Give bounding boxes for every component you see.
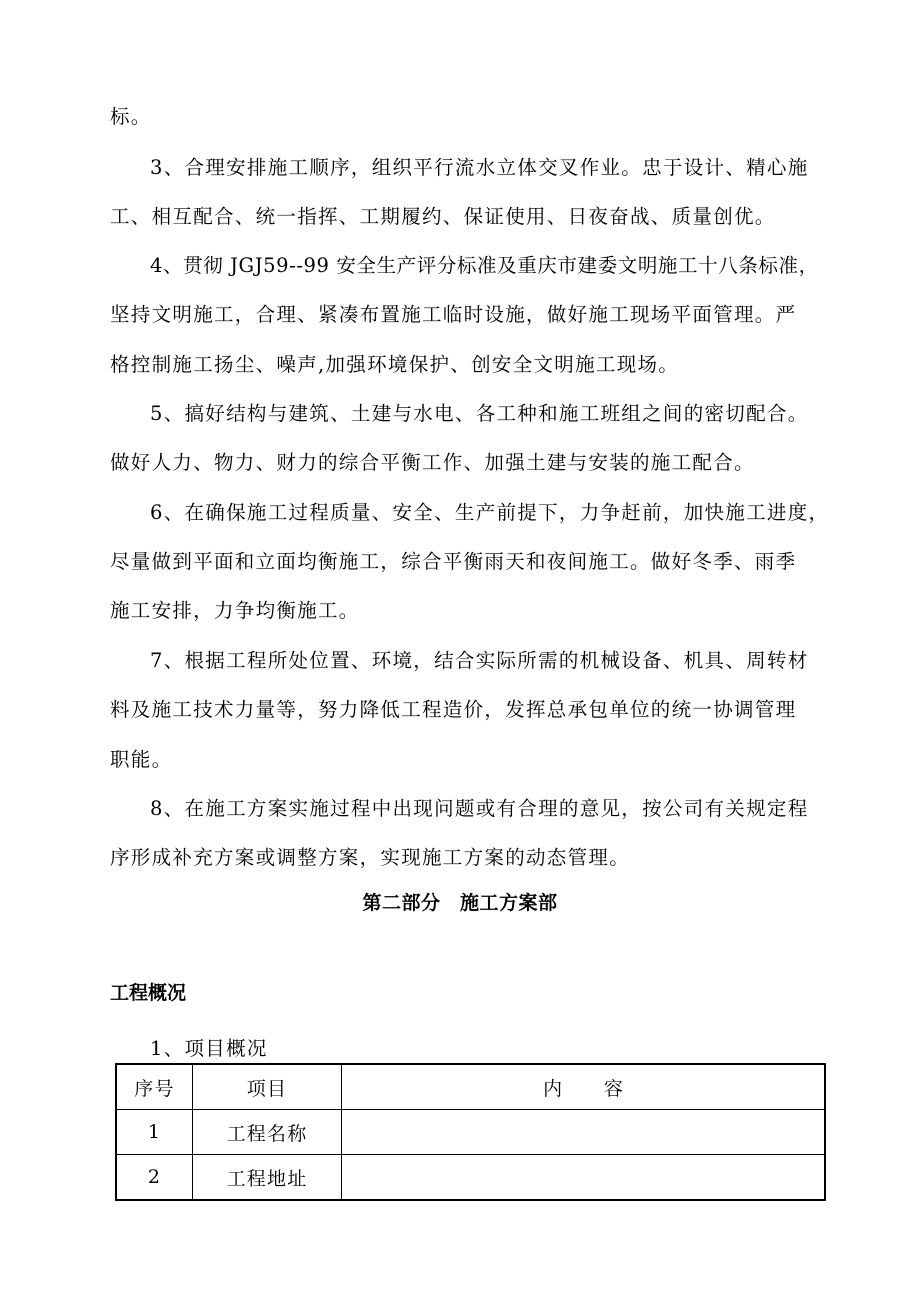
row-item-cell: 工程地址 <box>193 1155 342 1201</box>
paragraph-7-line-3: 职能。 <box>110 748 173 771</box>
row-content-cell <box>342 1110 826 1155</box>
row-item-cell: 工程名称 <box>193 1110 342 1155</box>
paragraph-4-line-2: 坚持文明施工，合理、紧凑布置施工临时设施，做好施工现场平面管理。严 <box>110 303 797 326</box>
table-header-row <box>116 1064 825 1110</box>
paragraph-6-line-2: 尽量做到平面和立面均衡施工，综合平衡雨天和夜间施工。做好冬季、雨季 <box>110 550 797 573</box>
paragraph-5-line-1: 5、搞好结构与建筑、土建与水电、各工种和施工班组之间的密切配合。 <box>150 402 809 425</box>
section-title: 第二部分 施工方案部 <box>362 892 558 914</box>
paragraph-8-line-2: 序形成补充方案或调整方案，实现施工方案的动态管理。 <box>110 846 631 869</box>
paragraph-3-line-1: 3、合理安排施工顺序，组织平行流水立体交叉作业。忠于设计、精心施 <box>150 156 809 179</box>
table-row <box>116 1110 825 1155</box>
row-no-cell: 2 <box>116 1155 193 1201</box>
paragraph-8-line-1: 8、在施工方案实施过程中出现问题或有合理的意见，按公司有关规定程 <box>150 797 809 820</box>
row-no-cell: 1 <box>116 1110 193 1155</box>
project-overview-table <box>115 1063 826 1201</box>
paragraph-4-line-1: 4、贯彻 JGJ59--99 安全生产评分标准及重庆市建委文明施工十八条标准， <box>150 254 819 277</box>
table-row <box>116 1155 825 1201</box>
paragraph-6-line-1: 6、在确保施工过程质量、安全、生产前提下，力争赶前，加快施工进度， <box>150 501 830 524</box>
row-content-cell <box>342 1155 826 1201</box>
header-cell-item: 项目 <box>193 1064 342 1110</box>
subsection-title: 工程概况 <box>110 982 187 1004</box>
paragraph-3-line-2: 工、相互配合、统一指挥、工期履约、保证使用、日夜奋战、质量创优。 <box>110 205 776 228</box>
paragraph-4-line-3: 格控制施工扬尘、噪声,加强环境保护、创安全文明施工现场。 <box>110 353 680 376</box>
table-caption: 1、项目概况 <box>150 1037 268 1060</box>
paragraph-7-line-1: 7、根据工程所处位置、环境，结合实际所需的机械设备、机具、周转材 <box>150 649 809 672</box>
paragraph-7-line-2: 料及施工技术力量等，努力降低工程造价，发挥总承包单位的统一协调管理 <box>110 698 797 721</box>
header-cell-content <box>342 1064 826 1110</box>
paragraph-5-line-2: 做好人力、物力、财力的综合平衡工作、加强土建与安装的施工配合。 <box>110 451 755 474</box>
paragraph-6-line-3: 施工安排，力争均衡施工。 <box>110 599 360 622</box>
paragraph-fragment: 标。 <box>110 105 152 128</box>
header-cell-no: 序号 <box>116 1064 193 1110</box>
header-content-label: 内容 <box>543 1077 665 1100</box>
